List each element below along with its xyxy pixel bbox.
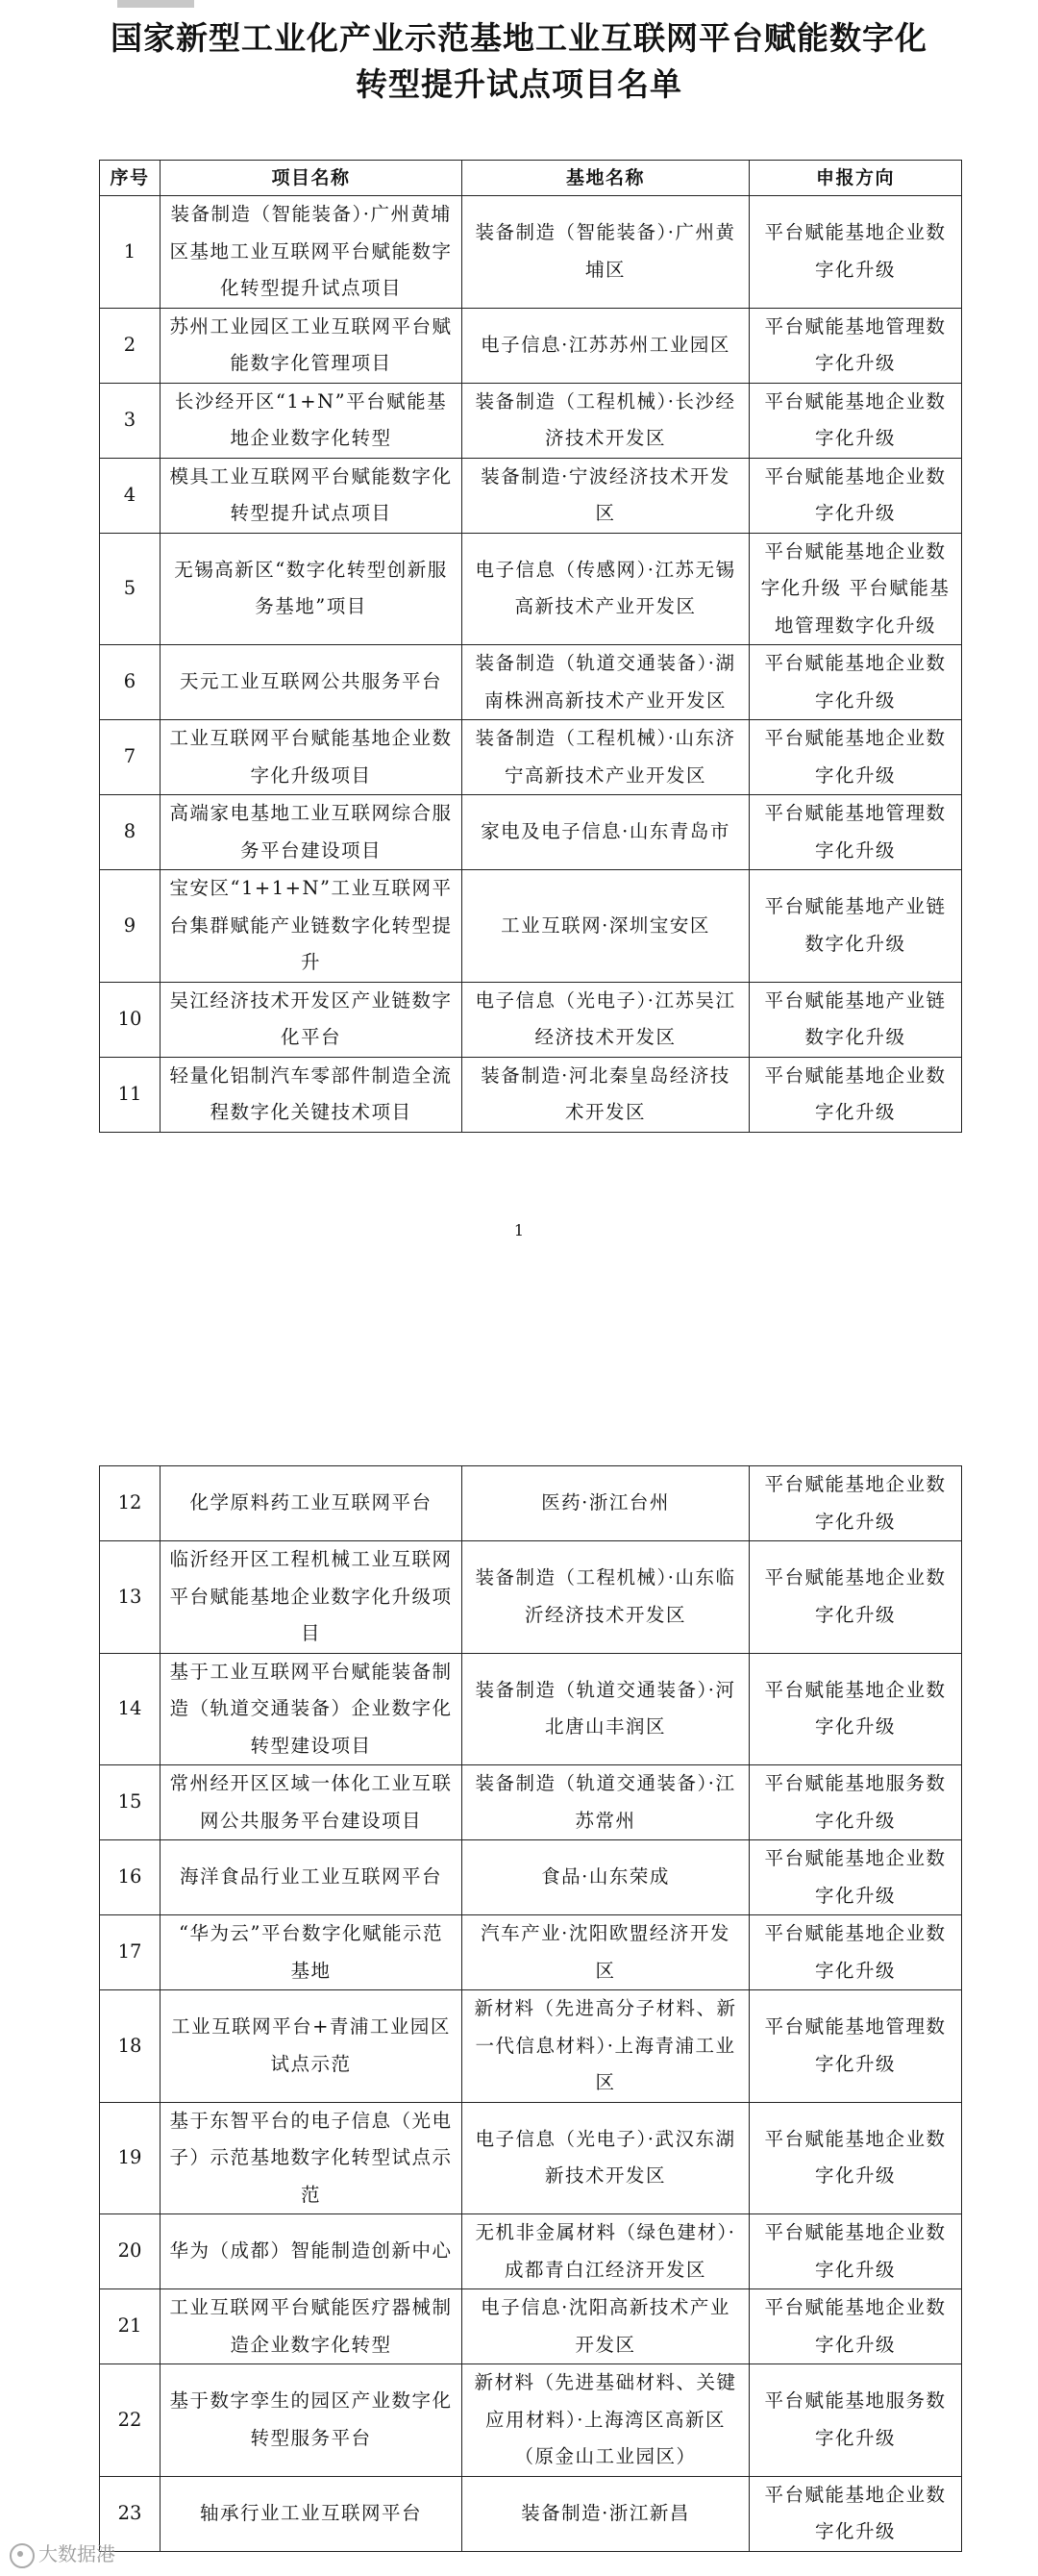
document-title-line2: 转型提升试点项目名单 xyxy=(356,65,682,103)
row-number: 23 xyxy=(100,2476,161,2551)
direction-cell: 平台赋能基地企业数字化升级 xyxy=(750,1466,962,1541)
direction-cell: 平台赋能基地企业数字化升级 xyxy=(750,383,962,458)
page-number: 1 xyxy=(513,1221,525,1239)
row-number: 19 xyxy=(100,2102,161,2214)
table-row xyxy=(100,458,962,533)
base-name-cell: 工业互联网·深圳宝安区 xyxy=(462,870,750,983)
project-name-cell: 轻量化铝制汽车零部件制造全流程数字化关键技术项目 xyxy=(161,1057,462,1132)
table-row xyxy=(100,2102,962,2214)
direction-cell: 平台赋能基地企业数字化升级 平台赋能基地管理数字化升级 xyxy=(750,533,962,645)
header-direction: 申报方向 xyxy=(750,161,962,196)
project-name-cell: “华为云”平台数字化赋能示范基地 xyxy=(161,1915,462,1990)
table-row xyxy=(100,196,962,309)
table-header-row xyxy=(100,161,962,196)
direction-cell: 平台赋能基地企业数字化升级 xyxy=(750,2289,962,2364)
table-row xyxy=(100,1915,962,1990)
base-name-cell: 新材料（先进基础材料、关键应用材料）·上海湾区高新区（原金山工业园区） xyxy=(462,2364,750,2477)
base-name-cell: 装备制造（智能装备）·广州黄埔区 xyxy=(462,196,750,309)
project-name-cell: 工业互联网平台赋能医疗器械制造企业数字化转型 xyxy=(161,2289,462,2364)
row-number: 10 xyxy=(100,982,161,1057)
direction-cell: 平台赋能基地企业数字化升级 xyxy=(750,1840,962,1915)
row-number: 17 xyxy=(100,1915,161,1990)
base-name-cell: 电子信息（传感网）·江苏无锡高新技术产业开发区 xyxy=(462,533,750,645)
table-row xyxy=(100,308,962,383)
table-row xyxy=(100,533,962,645)
project-name-cell: 轴承行业工业互联网平台 xyxy=(161,2476,462,2551)
project-name-cell: 苏州工业园区工业互联网平台赋能数字化管理项目 xyxy=(161,308,462,383)
table-row xyxy=(100,2476,962,2551)
row-number: 7 xyxy=(100,720,161,795)
header-no: 序号 xyxy=(100,161,161,196)
direction-cell: 平台赋能基地企业数字化升级 xyxy=(750,2476,962,2551)
row-number: 15 xyxy=(100,1765,161,1840)
project-name-cell: 宝安区“1+1+N”工业互联网平台集群赋能产业链数字化转型提升 xyxy=(161,870,462,983)
row-number: 11 xyxy=(100,1057,161,1132)
base-name-cell: 电子信息·江苏苏州工业园区 xyxy=(462,308,750,383)
base-name-cell: 装备制造·浙江新昌 xyxy=(462,2476,750,2551)
project-name-cell: 基于数字孪生的园区产业数字化转型服务平台 xyxy=(161,2364,462,2477)
base-name-cell: 医药·浙江台州 xyxy=(462,1466,750,1541)
project-name-cell: 常州经开区区域一体化工业互联网公共服务平台建设项目 xyxy=(161,1765,462,1840)
project-name-cell: 工业互联网平台+青浦工业园区试点示范 xyxy=(161,1990,462,2103)
base-name-cell: 装备制造（轨道交通装备）·河北唐山丰润区 xyxy=(462,1653,750,1765)
base-name-cell: 电子信息（光电子）·武汉东湖新技术开发区 xyxy=(462,2102,750,2214)
table-row xyxy=(100,1541,962,1654)
row-number: 8 xyxy=(100,795,161,870)
table-row xyxy=(100,1057,962,1132)
direction-cell: 平台赋能基地企业数字化升级 xyxy=(750,196,962,309)
base-name-cell: 食品·山东荣成 xyxy=(462,1840,750,1915)
table-row xyxy=(100,720,962,795)
table-row xyxy=(100,1990,962,2103)
project-name-cell: 装备制造（智能装备）·广州黄埔区基地工业互联网平台赋能数字化转型提升试点项目 xyxy=(161,196,462,309)
row-number: 5 xyxy=(100,533,161,645)
project-name-cell: 工业互联网平台赋能基地企业数字化升级项目 xyxy=(161,720,462,795)
direction-cell: 平台赋能基地产业链数字化升级 xyxy=(750,982,962,1057)
direction-cell: 平台赋能基地企业数字化升级 xyxy=(750,458,962,533)
table-row xyxy=(100,1765,962,1840)
direction-cell: 平台赋能基地企业数字化升级 xyxy=(750,645,962,720)
base-name-cell: 新材料（先进高分子材料、新一代信息材料）·上海青浦工业区 xyxy=(462,1990,750,2103)
page-top-mark xyxy=(117,0,194,8)
project-name-cell: 海洋食品行业工业互联网平台 xyxy=(161,1840,462,1915)
project-name-cell: 基于工业互联网平台赋能装备制造（轨道交通装备）企业数字化转型建设项目 xyxy=(161,1653,462,1765)
table-row xyxy=(100,870,962,983)
table-row xyxy=(100,383,962,458)
base-name-cell: 汽车产业·沈阳欧盟经济开发区 xyxy=(462,1915,750,1990)
project-name-cell: 华为（成都）智能制造创新中心 xyxy=(161,2214,462,2289)
direction-cell: 平台赋能基地企业数字化升级 xyxy=(750,1915,962,1990)
row-number: 4 xyxy=(100,458,161,533)
project-name-cell: 天元工业互联网公共服务平台 xyxy=(161,645,462,720)
direction-cell: 平台赋能基地管理数字化升级 xyxy=(750,1990,962,2103)
row-number: 18 xyxy=(100,1990,161,2103)
project-name-cell: 高端家电基地工业互联网综合服务平台建设项目 xyxy=(161,795,462,870)
direction-cell: 平台赋能基地企业数字化升级 xyxy=(750,1541,962,1654)
row-number: 2 xyxy=(100,308,161,383)
table-row xyxy=(100,795,962,870)
watermark xyxy=(10,2538,115,2568)
base-name-cell: 装备制造（工程机械）·山东济宁高新技术产业开发区 xyxy=(462,720,750,795)
direction-cell: 平台赋能基地服务数字化升级 xyxy=(750,2364,962,2477)
project-name-cell: 模具工业互联网平台赋能数字化转型提升试点项目 xyxy=(161,458,462,533)
base-name-cell: 装备制造·宁波经济技术开发区 xyxy=(462,458,750,533)
header-base: 基地名称 xyxy=(462,161,750,196)
row-number: 21 xyxy=(100,2289,161,2364)
project-name-cell: 无锡高新区“数字化转型创新服务基地”项目 xyxy=(161,533,462,645)
row-number: 22 xyxy=(100,2364,161,2477)
row-number: 20 xyxy=(100,2214,161,2289)
table-row xyxy=(100,1653,962,1765)
base-name-cell: 装备制造（工程机械）·长沙经济技术开发区 xyxy=(462,383,750,458)
table-row xyxy=(100,1466,962,1541)
project-name-cell: 临沂经开区工程机械工业互联网平台赋能基地企业数字化升级项目 xyxy=(161,1541,462,1654)
header-project: 项目名称 xyxy=(161,161,462,196)
row-number: 6 xyxy=(100,645,161,720)
table-row xyxy=(100,2214,962,2289)
row-number: 16 xyxy=(100,1840,161,1915)
row-number: 1 xyxy=(100,196,161,309)
base-name-cell: 无机非金属材料（绿色建材）·成都青白江经济开发区 xyxy=(462,2214,750,2289)
table-row xyxy=(100,2289,962,2364)
direction-cell: 平台赋能基地管理数字化升级 xyxy=(750,795,962,870)
row-number: 14 xyxy=(100,1653,161,1765)
project-table-page2 xyxy=(99,1465,962,2552)
watermark-logo-icon xyxy=(10,2543,35,2568)
direction-cell: 平台赋能基地产业链数字化升级 xyxy=(750,870,962,983)
table-row xyxy=(100,1840,962,1915)
direction-cell: 平台赋能基地企业数字化升级 xyxy=(750,1653,962,1765)
direction-cell: 平台赋能基地企业数字化升级 xyxy=(750,720,962,795)
base-name-cell: 电子信息（光电子）·江苏吴江经济技术开发区 xyxy=(462,982,750,1057)
base-name-cell: 家电及电子信息·山东青岛市 xyxy=(462,795,750,870)
document-title-line1: 国家新型工业化产业示范基地工业互联网平台赋能数字化 xyxy=(111,19,927,57)
direction-cell: 平台赋能基地企业数字化升级 xyxy=(750,2102,962,2214)
base-name-cell: 装备制造·河北秦皇岛经济技术开发区 xyxy=(462,1057,750,1132)
project-name-cell: 长沙经开区“1+N”平台赋能基地企业数字化转型 xyxy=(161,383,462,458)
base-name-cell: 装备制造（轨道交通装备）·湖南株洲高新技术产业开发区 xyxy=(462,645,750,720)
direction-cell: 平台赋能基地管理数字化升级 xyxy=(750,308,962,383)
table-row xyxy=(100,2364,962,2477)
direction-cell: 平台赋能基地企业数字化升级 xyxy=(750,1057,962,1132)
base-name-cell: 电子信息·沈阳高新技术产业开发区 xyxy=(462,2289,750,2364)
base-name-cell: 装备制造（工程机械）·山东临沂经济技术开发区 xyxy=(462,1541,750,1654)
project-table-page1 xyxy=(99,160,962,1133)
row-number: 13 xyxy=(100,1541,161,1654)
direction-cell: 平台赋能基地企业数字化升级 xyxy=(750,2214,962,2289)
direction-cell: 平台赋能基地服务数字化升级 xyxy=(750,1765,962,1840)
table-row xyxy=(100,645,962,720)
table-row xyxy=(100,982,962,1057)
row-number: 3 xyxy=(100,383,161,458)
row-number: 9 xyxy=(100,870,161,983)
row-number: 12 xyxy=(100,1466,161,1541)
project-name-cell: 化学原料药工业互联网平台 xyxy=(161,1466,462,1541)
project-name-cell: 吴江经济技术开发区产业链数字化平台 xyxy=(161,982,462,1057)
watermark-text: 大数据港 xyxy=(38,2542,115,2565)
project-name-cell: 基于东智平台的电子信息（光电子）示范基地数字化转型试点示范 xyxy=(161,2102,462,2214)
base-name-cell: 装备制造（轨道交通装备）·江苏常州 xyxy=(462,1765,750,1840)
